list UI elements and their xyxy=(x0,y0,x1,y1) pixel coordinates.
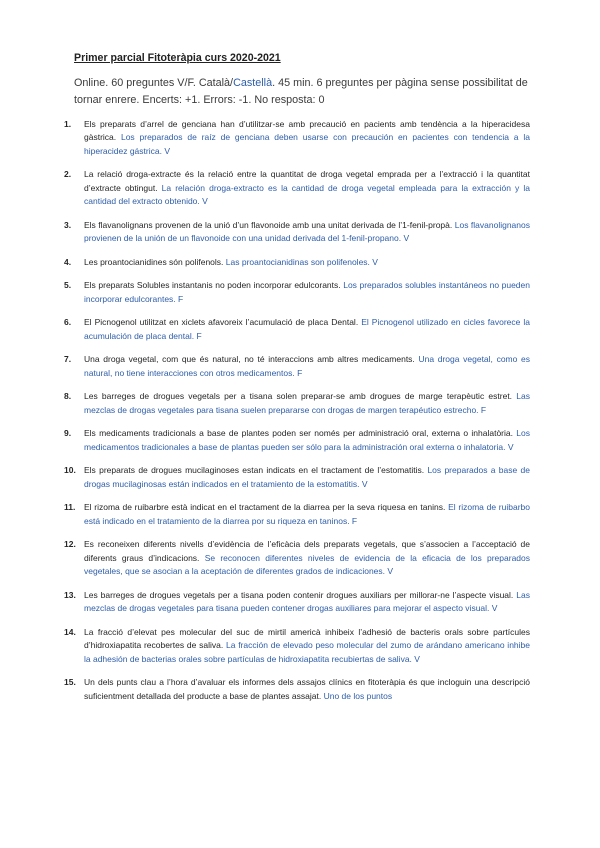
exam-instructions xyxy=(74,75,544,109)
question-text-catalan: Les barreges de drogues vegetals per a tisana solen preparar-se amb drogues de marge terapèutic estret. xyxy=(84,391,513,402)
question-number: 2. xyxy=(64,169,72,180)
question-text-spanish: Las proantocianidinas son polifenoles. V xyxy=(225,256,378,267)
question-text-catalan: La fracció d’elevat pes molecular del suc de mirtil americà inhibeix l’adhesió de bacteris orals sobre partícules d’hidroxiapatita recobertes de saliva. xyxy=(84,626,530,651)
question-text-catalan: Els flavanolignans provenen de la unió d’un flavonoide amb una unitat derivada de l’1-fenil-propà. xyxy=(84,219,453,230)
question-number: 15. xyxy=(64,677,76,688)
question-text-spanish: Una droga vegetal, como es natural, no tiene interacciones con otros medicamentos. F xyxy=(84,354,530,378)
question-item xyxy=(64,256,530,269)
question-text-spanish: Los preparados de raíz de genciana deben usarse con precaución en pacientes con tendencia a la hiperacidez gástrica. V xyxy=(84,132,530,156)
question-item xyxy=(64,279,530,306)
question-item xyxy=(64,353,530,380)
question-text-spanish: Los preparados solubles instantáneos no pueden incorporar edulcorantes. F xyxy=(84,280,530,304)
question-list xyxy=(64,118,530,713)
question-number: 12. xyxy=(64,539,76,550)
question-text-spanish: El Picnogenol utilizado en cicles favorece la acumulación de placa dental. F xyxy=(84,317,530,341)
question-number: 8. xyxy=(64,391,72,402)
question-item xyxy=(64,538,530,578)
question-number: 14. xyxy=(64,626,76,637)
question-item xyxy=(64,168,530,208)
question-text-spanish: Se reconocen diferentes niveles de evidencia de la eficacia de los preparados vegetales, que se asocian a la aceptación de diferentes grados de indicaciones. V xyxy=(84,552,530,577)
question-text-catalan: Els preparats Solubles instantanis no poden incorporar edulcorants. xyxy=(84,280,341,291)
question-text-catalan: La relació droga-extracte és la relació entre la quantitat de droga vegetal emprada per a l’extracció i la quantitat d’extracte obtingut. xyxy=(84,169,530,193)
question-text-catalan: Es reconeixen diferents nivells d’evidència de l’eficàcia dels preparats vegetals, que s’associen a l’acceptació de diferents graus d’indicacions. xyxy=(84,539,530,563)
question-item xyxy=(64,501,530,528)
question-item xyxy=(64,427,530,454)
question-text-catalan: El rizoma de ruibarbre està indicat en el tractament de la diarrea per la seva riquesa en tanins. xyxy=(84,502,446,513)
question-text-spanish: Uno de los puntos xyxy=(323,690,393,701)
question-item xyxy=(64,316,530,343)
question-text-spanish: Las mezclas de drogas vegetales para tisana suelen prepararse con drogas de margen terapéutico estrecho. F xyxy=(84,391,530,415)
question-number: 3. xyxy=(64,219,72,230)
question-text-catalan: Una droga vegetal, com que és natural, no té interaccions amb altres medicaments. xyxy=(84,354,415,365)
question-number: 1. xyxy=(64,119,72,129)
question-item xyxy=(64,676,530,703)
question-text-spanish: Las mezclas de drogas vegetales para tisana pueden contener drogas auxiliares para mejorar el aspecto visual. V xyxy=(84,589,530,614)
question-number: 11. xyxy=(64,502,76,513)
question-item xyxy=(64,118,530,158)
question-number: 5. xyxy=(64,280,72,291)
question-text-catalan: El Picnogenol utilitzat en xiclets afavoreix l’acumulació de placa Dental. xyxy=(84,317,359,328)
question-text-catalan: Els medicaments tradicionals a base de plantes poden ser només per administració oral, externa o inhalatòria. xyxy=(84,428,513,439)
question-number: 10. xyxy=(64,465,76,476)
instructions-text-start: Online. 60 preguntes V/F. Català/ xyxy=(74,77,234,89)
question-number: 13. xyxy=(64,589,76,600)
question-text-spanish: El rizoma de ruibarbo está indicado en el tratamiento de la diarrea por su riqueza en taninos. F xyxy=(84,502,530,526)
question-item xyxy=(64,464,530,491)
question-text-catalan: Un dels punts clau a l’hora d’avaluar els informes dels assajos clínics en fitoteràpia és que incloguin una descripció suficientment detallada del producte a base de plantes assajat. xyxy=(84,677,530,701)
question-text-catalan: Les barreges de drogues vegetals per a tisana poden contenir drogues auxiliars per millorar-ne l’aspecte visual. xyxy=(84,589,514,600)
question-item xyxy=(64,626,530,666)
question-number: 6. xyxy=(64,317,72,328)
question-item xyxy=(64,390,530,417)
question-text-spanish: Los medicamentos tradicionales a base de plantas pueden ser sólo para la administración oral externa o inhalatoria. V xyxy=(84,428,530,452)
question-item xyxy=(64,589,530,616)
question-text-catalan: Les proantocianidines són polifenols. xyxy=(84,256,224,267)
question-text-catalan: Els preparats d’arrel de genciana han d’utilitzar-se amb precaució en pacients amb tendència a la hiperacidesa gàstrica. xyxy=(84,119,530,143)
question-number: 7. xyxy=(64,354,72,365)
document-title: Primer parcial Fitoteràpia curs 2020-2021 xyxy=(74,52,281,64)
question-item xyxy=(64,219,530,246)
question-text-spanish: Los flavanolignanos provienen de la unión de un flavonoide con una unidad derivada del 1-fenil-propano. V xyxy=(84,219,530,244)
question-number: 4. xyxy=(64,256,72,267)
question-text-spanish: La relación droga-extracto es la cantidad de droga vegetal empleada para la extracción y la cantidad del extracto obtenido. V xyxy=(84,182,530,207)
question-text-catalan: Els preparats de drogues mucilaginoses estan indicats en el tractament de l’estomatitis. xyxy=(84,465,425,476)
question-text-spanish: Los preparados a base de drogas mucilaginosas están indicados en el tratamiento de la estomatitis. V xyxy=(84,465,530,489)
instructions-language-castella: Castellà xyxy=(233,77,273,89)
question-number: 9. xyxy=(64,428,72,439)
question-text-spanish: La fracción de elevado peso molecular del zumo de arándano americano inhibe la adhesión de bacterias orales sobre partículas de hidroxiapatita recubiertas de saliva. V xyxy=(84,640,530,664)
instructions-text-end: . 45 min. 6 preguntes per pàgina sense possibilitat de tornar enrere. Encerts: +1. Errors: -1. No resposta: 0 xyxy=(74,77,528,106)
